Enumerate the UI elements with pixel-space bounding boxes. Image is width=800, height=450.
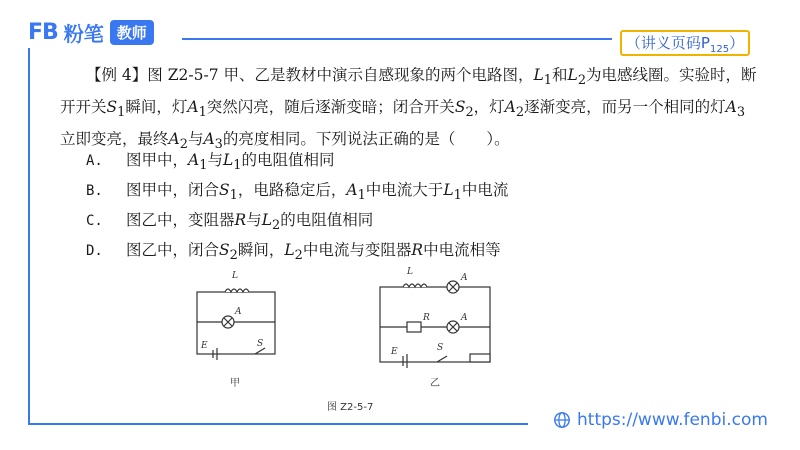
question-text: 为电感线圈。实验时，断开开关 [60, 66, 757, 117]
subscript: 2 [515, 105, 525, 121]
subscript: 1 [199, 158, 208, 174]
subscript: 1 [543, 73, 552, 89]
option-text: 的电阻值相同 [241, 151, 335, 169]
option-text: 与 [246, 211, 262, 229]
symbol-A: A [346, 181, 358, 199]
subscript: 2 [179, 137, 188, 153]
frame-bottom-line [28, 423, 528, 425]
label-L2: L [407, 267, 413, 277]
frame-top-line [182, 38, 612, 40]
symbol-A: A [188, 151, 200, 169]
option-d[interactable] [86, 238, 501, 263]
subscript: 1 [117, 105, 126, 121]
subscript: 2 [229, 248, 238, 264]
symbol-S: S [454, 98, 466, 117]
option-text: 中电流大于 [365, 181, 444, 199]
inductor-L2 [403, 284, 427, 287]
symbol-A: A [725, 98, 737, 117]
option-text: 中电流 [461, 181, 509, 199]
brand-name: 粉笔 [63, 22, 104, 46]
symbol-L: L [533, 66, 544, 84]
subscript: 1 [357, 188, 366, 204]
page-ref-suffix: ） [729, 34, 745, 52]
symbol-R: R [411, 241, 424, 259]
fenbi-logo: FB [28, 20, 58, 45]
label-R: R [423, 313, 430, 323]
inductor-L1 [225, 289, 249, 292]
option-c[interactable] [86, 208, 373, 233]
frame-left-line [28, 48, 30, 424]
option-text: 图甲中，闭合 [126, 181, 220, 199]
symbol-S: S [219, 241, 230, 259]
option-label: C. [86, 213, 103, 229]
option-text: 图乙中，闭合 [126, 241, 220, 259]
subscript: 1 [233, 158, 242, 174]
question-text: ，灯 [473, 98, 505, 117]
label-yi: 乙 [430, 378, 440, 389]
subscript: 2 [272, 218, 281, 234]
symbol-A: A [203, 130, 215, 149]
symbol-L: L [567, 66, 578, 84]
question-text: 图 Z2-5-7 甲、乙是教材中演示自感现象的两个电路图， [147, 66, 534, 84]
subscript: 1 [229, 188, 238, 204]
label-E-right: E [391, 347, 398, 357]
option-label: A. [86, 153, 103, 169]
option-text: 图乙中，变阻器 [126, 211, 235, 229]
question-text: 与 [187, 130, 204, 149]
symbol-S: S [219, 181, 230, 199]
option-text: 中电流与变阻器 [302, 241, 412, 259]
option-label: B. [86, 183, 103, 199]
option-b[interactable] [86, 178, 508, 203]
rheostat-main [470, 354, 490, 362]
question-text: 突然闪亮，随后逐渐变暗；闭合开关 [206, 98, 455, 117]
label-A3: A [461, 313, 468, 323]
option-text: 与 [207, 151, 223, 169]
label-S2: S [437, 343, 444, 353]
label-E-left: E [201, 341, 208, 351]
subscript: 2 [465, 105, 474, 121]
option-text: ，电路稳定后， [237, 181, 347, 199]
url-text: https://www.fenbi.com [577, 410, 768, 430]
option-text: 瞬间， [237, 241, 285, 259]
rheostat-R [407, 322, 421, 332]
subscript: 2 [577, 73, 587, 89]
figure-caption: 图 Z2-5-7 [327, 402, 374, 413]
symbol-L: L [443, 181, 454, 199]
globe-icon [553, 411, 571, 429]
option-a[interactable] [86, 148, 334, 173]
subscript: 1 [453, 188, 462, 204]
subscript: 1 [198, 105, 207, 121]
question-stem [60, 62, 760, 158]
label-S1: S [257, 339, 264, 349]
question-label: 【例 4】 [86, 66, 148, 84]
fenbi-url-link[interactable] [553, 410, 768, 430]
symbol-L: L [222, 151, 234, 169]
symbol-L: L [284, 241, 295, 259]
symbol-A: A [187, 98, 199, 117]
switch-S2 [437, 356, 447, 362]
page-ref-number: 125 [709, 44, 730, 55]
subscript: 2 [294, 248, 303, 264]
symbol-S: S [106, 98, 118, 117]
symbol-R: R [234, 211, 247, 229]
label-L1: L [232, 271, 238, 281]
page-reference-badge [620, 30, 750, 56]
brand-tag: 教师 [110, 20, 154, 45]
question-text: 逐渐变亮，而另一个相同的灯 [524, 98, 726, 117]
symbol-L: L [261, 211, 272, 229]
label-jia: 甲 [230, 378, 240, 389]
symbol-A: A [504, 98, 516, 117]
subscript: 3 [736, 105, 746, 121]
option-label: D. [86, 243, 103, 259]
question-text: 的亮度相同。下列说法正确的是（ ）。 [222, 130, 510, 149]
subscript: 3 [214, 137, 223, 153]
option-text: 中电流相等 [423, 241, 501, 259]
symbol-A: A [168, 130, 180, 149]
label-A1: A [235, 307, 242, 317]
circuit-jia [197, 289, 275, 360]
label-A2: A [461, 273, 468, 283]
question-text: 和 [552, 66, 568, 84]
option-text: 图甲中， [126, 151, 189, 169]
page-ref-prefix: （讲义页码P [625, 34, 710, 52]
brand-logo-group [28, 18, 154, 47]
question-text: 瞬间，灯 [125, 98, 188, 117]
circuit-diagram-figure [185, 262, 515, 422]
question-text: 立即变亮，最终 [60, 130, 169, 149]
option-text: 的电阻值相同 [280, 211, 374, 229]
